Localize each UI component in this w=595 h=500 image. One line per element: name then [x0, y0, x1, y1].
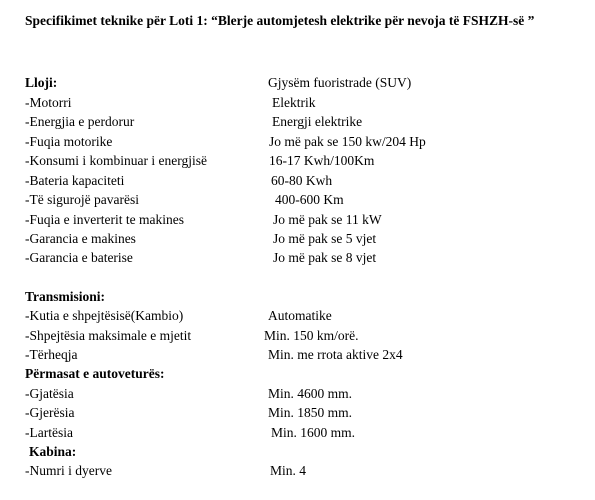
- spec-value: Jo më pak se 11 kW: [273, 212, 382, 227]
- spec-value: Min. 4600 mm.: [268, 386, 353, 401]
- spec-label: -Fuqia motorike: [25, 134, 113, 149]
- spec-value: Jo më pak se 8 vjet: [273, 250, 377, 265]
- document-title: Specifikimet teknike për Loti 1: “Blerje automjetesh elektrike për nevoja të FSHZH-së ”: [25, 13, 535, 28]
- spec-label: -Numri i dyerve: [25, 463, 112, 478]
- spec-value: Automatike: [268, 308, 332, 323]
- spec-value: 16-17 Kwh/100Km: [269, 153, 375, 168]
- spec-value: Jo më pak se 5 vjet: [273, 231, 377, 246]
- spec-label: -Garancia e baterise: [25, 250, 133, 265]
- heading-label: Lloji:: [25, 75, 58, 90]
- spec-value: 400-600 Km: [275, 192, 344, 207]
- spec-value: Energji elektrike: [272, 114, 363, 129]
- spec-label: -Motorri: [25, 95, 72, 110]
- spec-label: -Të sigurojë pavarësi: [25, 192, 139, 207]
- spec-value: Min. 1600 mm.: [271, 425, 356, 440]
- spec-label: -Gjerësia: [25, 405, 75, 420]
- heading-label: Kabina:: [29, 444, 77, 459]
- spec-label: -Kutia e shpejtësisë(Kambio): [25, 308, 184, 323]
- heading-label: Transmisioni:: [25, 289, 106, 304]
- spec-value: Min. 4: [270, 463, 307, 478]
- spec-label: -Lartësia: [25, 425, 73, 440]
- heading-value: Gjysëm fuoristrade (SUV): [268, 75, 412, 90]
- spec-value: Jo më pak se 150 kw/204 Hp: [269, 134, 426, 149]
- spec-label: -Konsumi i kombinuar i energjisë: [25, 153, 207, 168]
- spec-label: -Energjia e perdorur: [25, 114, 135, 129]
- spec-label: -Shpejtësia maksimale e mjetit: [25, 328, 192, 343]
- spec-label: -Gjatësia: [25, 386, 74, 401]
- heading-label: Përmasat e autoveturës:: [25, 366, 165, 381]
- spec-value: 60-80 Kwh: [271, 173, 333, 188]
- spec-value: Elektrik: [272, 95, 316, 110]
- spec-label: -Garancia e makines: [25, 231, 136, 246]
- spec-value: Min. 1850 mm.: [268, 405, 353, 420]
- spec-label: -Tërheqja: [25, 347, 78, 362]
- spec-value: Min. me rrota aktive 2x4: [268, 347, 403, 362]
- spec-label: -Fuqia e inverterit te makines: [25, 212, 184, 227]
- spec-label: -Bateria kapaciteti: [25, 173, 125, 188]
- spec-value: Min. 150 km/orë.: [264, 328, 359, 343]
